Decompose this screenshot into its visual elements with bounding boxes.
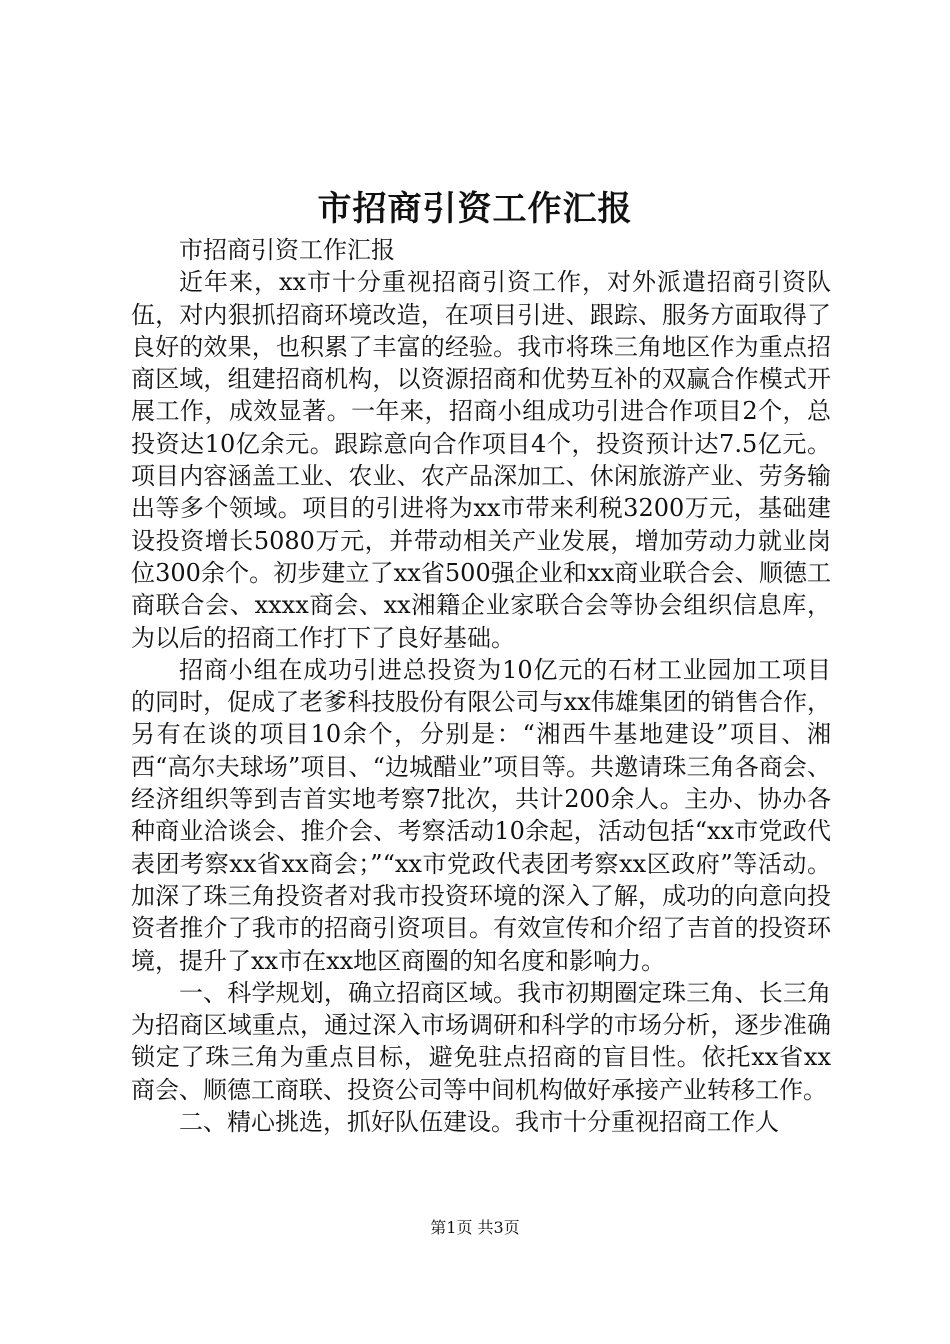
body-paragraph: 二、精心挑选，抓好队伍建设。我市十分重视招商工作人 (179, 1108, 779, 1137)
body-paragraph: 一、科学规划，确立招商区域。我市初期圈定珠三角、长三角为招商区域重点，通过深入市场调研和科学的市场分析，逐步准确锁定了珠三角为重点目标，避免驻点招商的盲目性。依托xx省xx商会、顺德工商联、投资公司等中间机构做好承接产业转移工作。 (131, 978, 831, 1104)
body-paragraph: 近年来，xx市十分重视招商引资工作，对外派遣招商引资队伍，对内狠抓招商环境改造，在项目引进、跟踪、服务方面取得了良好的效果，也积累了丰富的经验。我市将珠三角地区作为重点招商区域，组建招商机构，以资源招商和优势互补的双赢合作模式开展工作，成效显著。一年来，招商小组成功引进合作项目2个，总投资达10亿余元。跟踪意向合作项目4个，投资预计达7.5亿元。项目内容涵盖工业、农业、农产品深加工、休闲旅游产业、劳务输出等多个领域。项目的引进将为xx市带来利税3200万元，基础建设投资增长5080万元，并带动相关产业发展，增加劳动力就业岗位300余个。初步建立了xx省500强企业和xx商业联合会、顺德工商联合会、xxxx商会、xx湘籍企业家联合会等协会组织信息库，为以后的招商工作打下了良好基础。 (131, 268, 831, 652)
page-footer: 第1页 共3页 (430, 1218, 520, 1237)
document-title: 市招商引资工作汇报 (317, 189, 633, 229)
document-body (131, 234, 831, 1138)
subtitle-paragraph: 市招商引资工作汇报 (179, 236, 395, 264)
body-paragraph: 招商小组在成功引进总投资为10亿元的石材工业园加工项目的同时，促成了老爹科技股份有限公司与xx伟雄集团的销售合作，另有在谈的项目10余个，分别是：“湘西牛基地建设”项目、湘西“高尔夫球场”项目、“边城醋业”项目等。共邀请珠三角各商会、经济组织等到吉首实地考察7批次，共计200余人。主办、协办各种商业洽谈会、推介会、考察活动10余起，活动包括“xx市党政代表团考察xx省xx商会；”“xx市党政代表团考察xx区政府”等活动。加深了珠三角投资者对我市投资环境的深入了解，成功的向意向投资者推介了我市的招商引资项目。有效宣传和介绍了吉首的投资环境，提升了xx市在xx地区商圈的知名度和影响力。 (131, 655, 831, 975)
